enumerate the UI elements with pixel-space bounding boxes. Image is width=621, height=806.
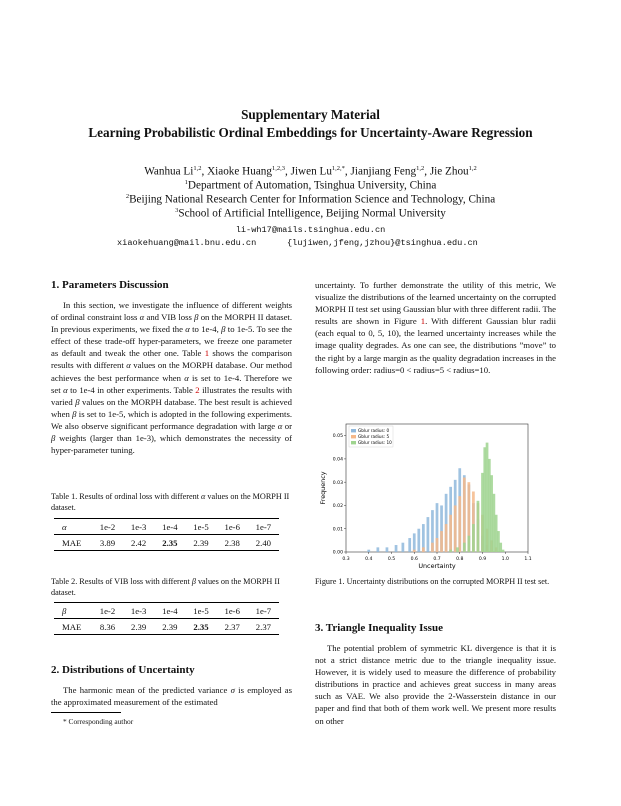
histogram-bar [408,538,411,552]
histogram-bar [502,550,505,552]
histogram-bar [376,547,379,552]
section-2-heading: 2. Distributions of Uncertainty [51,664,195,676]
email-2[interactable]: xiaokehuang@mail.bnu.edu.cn [117,238,257,248]
x-tick-label: 0.7 [433,557,441,562]
histogram-bar [463,543,466,552]
legend-swatch [351,435,356,438]
table-2-header-cell: 1e-2 [99,605,116,616]
table-1-row-cell: 2.39 [193,537,209,548]
table-2-header-cell: 1e-4 [162,605,178,616]
table-1-caption: Table 1. Results of ordinal loss with different α values on the MORPH II dataset. [51,492,290,512]
table-1-header-cell: 1e-6 [224,521,240,532]
table-1-row-cell: 3.89 [99,537,116,548]
paper-title-line1: Supplementary Material [241,107,380,122]
histogram-bar [477,501,480,552]
x-tick-label: 0.3 [342,557,350,562]
table-1-row-cell: 2.35 [162,537,178,548]
histogram-bar [467,536,470,552]
histogram-bar [456,547,459,552]
table-2-row-cell: 8.36 [99,621,116,632]
histogram-bar [436,538,439,552]
y-tick-label: 0.02 [332,504,343,510]
histogram-bar [472,524,475,552]
x-tick-label: 0.4 [365,557,373,562]
table-1-row-cell: 2.38 [224,537,240,548]
histogram-bar [454,505,457,552]
histogram-bar [440,531,443,552]
table-1-row-cell: MAE [62,537,82,548]
section-2-text: The harmonic mean of the predicted variance σ is employed as the approximated measurement of the estimated [51,685,293,708]
email-1[interactable]: li-wh17@mails.tsinghua.edu.cn [235,225,386,235]
histogram-bar [395,545,398,552]
table-1-header-cell: 1e-7 [255,521,272,532]
paper-title-line2: Learning Probabilistic Ordinal Embeddings for Uncertainty-Aware Regression [88,125,533,140]
affiliation-2: $^2$Beijing National Research Center for Information Science and Technology, China [125,193,496,206]
histogram-bar [422,547,425,552]
histogram-bar [402,543,405,552]
y-tick-label: 0.00 [332,550,343,556]
table-2 [54,602,279,635]
histogram-bar [413,550,416,552]
x-tick-label: 1.0 [501,557,509,562]
section-1-heading: 1. Parameters Discussion [51,279,169,291]
x-axis-label: Uncertainty [418,562,456,570]
histogram-bar [449,550,452,552]
table-2-row-cell: 2.39 [131,621,147,632]
histogram-bar [445,524,448,552]
table-1-row-cell: 2.40 [255,537,271,548]
legend-label: Gblur radius: 5 [358,434,390,439]
histogram-bar [386,547,389,552]
y-tick-label: 0.03 [332,480,343,486]
table-1-header-cell: 1e-5 [193,521,209,532]
table-2-row-cell: 2.35 [193,621,209,632]
section-1-text: In this section, we investigate the influence of different weights of ordinal constraint loss α and VIB loss β on the MORPH II dataset. In previous experiments, we fixed the α to 1e-4, β to 1e-5. To see the effect of these trade-off hyper-parameters, we freeze one parameter as default and tweak the other one. Table 1 shows the comparison results with different α values on the MORPH database. Our method achieves the best performance when α is set to 1e-4. Therefore we set α to 1e-4 in other experiments. Table 2 illustrates the results with varied β values on the MORPH database. The best result is achieved when β is set to 1e-5, which is adopted in the following experiments. We also observe significant performance degradation with large α or β weights (larger than 1e-3), which demonstrates the necessity of hyper-parameter tuning. [51,300,293,456]
legend-label: Gblur radius: 0 [358,428,390,433]
x-tick-label: 0.6 [410,557,418,562]
histogram-bar [427,517,430,552]
uncertainty-histogram [313,420,538,572]
legend-swatch [351,429,356,432]
histogram-bar [463,478,466,552]
table-2-caption: Table 2. Results of VIB loss with different β values on the MORPH II dataset. [51,577,280,597]
x-tick-label: 1.1 [524,557,532,562]
table-2-header-cell: 1e-5 [193,605,209,616]
table-1-header-cell: 1e-2 [99,521,116,532]
section-3-heading: 3. Triangle Inequality Issue [315,622,443,634]
histogram-bar [417,529,420,552]
email-3[interactable]: {lujiwen,jfeng,jzhou}@tsinghua.edu.cn [287,238,478,248]
table-1 [54,518,279,551]
table-2-row-cell: 2.37 [224,621,240,632]
author-list: Wanhua Li$^{1,2}$, Xiaoke Huang$^{1,2,3}$, Jiwen $Lu^{1,2,*}$, Jianjiang Feng$^{1,2}$, Jie Zhou$^{1,2}$ [144,165,477,178]
x-tick-label: 0.9 [478,557,487,562]
figure-1-caption: Figure 1. Uncertainty distributions on the corrupted MORPH II test set. [315,577,550,586]
table-2-header-cell: β [62,605,67,616]
affiliation-3: $^3$School of Artificial Intelligence, Beijing Normal University [175,207,446,220]
y-tick-label: 0.04 [332,457,343,463]
legend-label: Gblur radius: 10 [358,440,392,445]
footnote: * Corresponding author [63,717,134,726]
histogram-bar [431,543,434,552]
table-2-header-cell: 1e-7 [255,605,272,616]
table-1-header-cell: 1e-3 [130,521,147,532]
histogram-bar [458,496,461,552]
table-2-header-cell: 1e-3 [130,605,147,616]
table-2-row-cell: 2.37 [255,621,271,632]
affiliation-1: $^1$Department of Automation, Tsinghua University, China [184,179,437,192]
table-2-row-cell: MAE [62,621,82,632]
x-tick-label: 0.8 [456,557,464,562]
legend-swatch [351,441,356,444]
histogram-bar [367,550,370,552]
footnote-rule [51,712,121,713]
section-3-text: The potential problem of symmetric KL divergence is that it is not a strict distance metric due to the triangle inequality issue. However, it is widely used to measure the difference of probability distributions in practice and achieves great success in many areas such as VAE. We also provide the 2-Wasserstein distance in our paper and find that both of them work well. We present more results on other [315,643,556,726]
y-axis-label: Frequency [319,471,327,505]
table-2-header-cell: 1e-6 [224,605,240,616]
histogram-bar [413,533,416,552]
table-1-row-cell: 2.42 [131,537,147,548]
histogram-bar [449,515,452,552]
table-1-header-cell: 1e-4 [162,521,178,532]
table-2-row-cell: 2.39 [162,621,178,632]
y-tick-label: 0.01 [332,527,343,533]
x-tick-label: 0.5 [387,557,396,562]
table-1-header-cell: α [62,521,67,532]
section-2-continued-text: uncertainty. To further demonstrate the utility of this metric, We visualize the distributions of the learned uncertainty on the corrupted MORPH II test set using Gaussian blur with three different radii. The results are shown in Figure 1. With different Gaussian blur radii (each equal to 0, 5, 10), the learned uncertainty increases while the image quality degrades. As one can see, the distributions ”move” to the right by a large margin as the quality degradation increases in the following order: radius=0 < radius=5 < radius=10. [315,280,556,375]
y-tick-label: 0.05 [332,434,343,440]
